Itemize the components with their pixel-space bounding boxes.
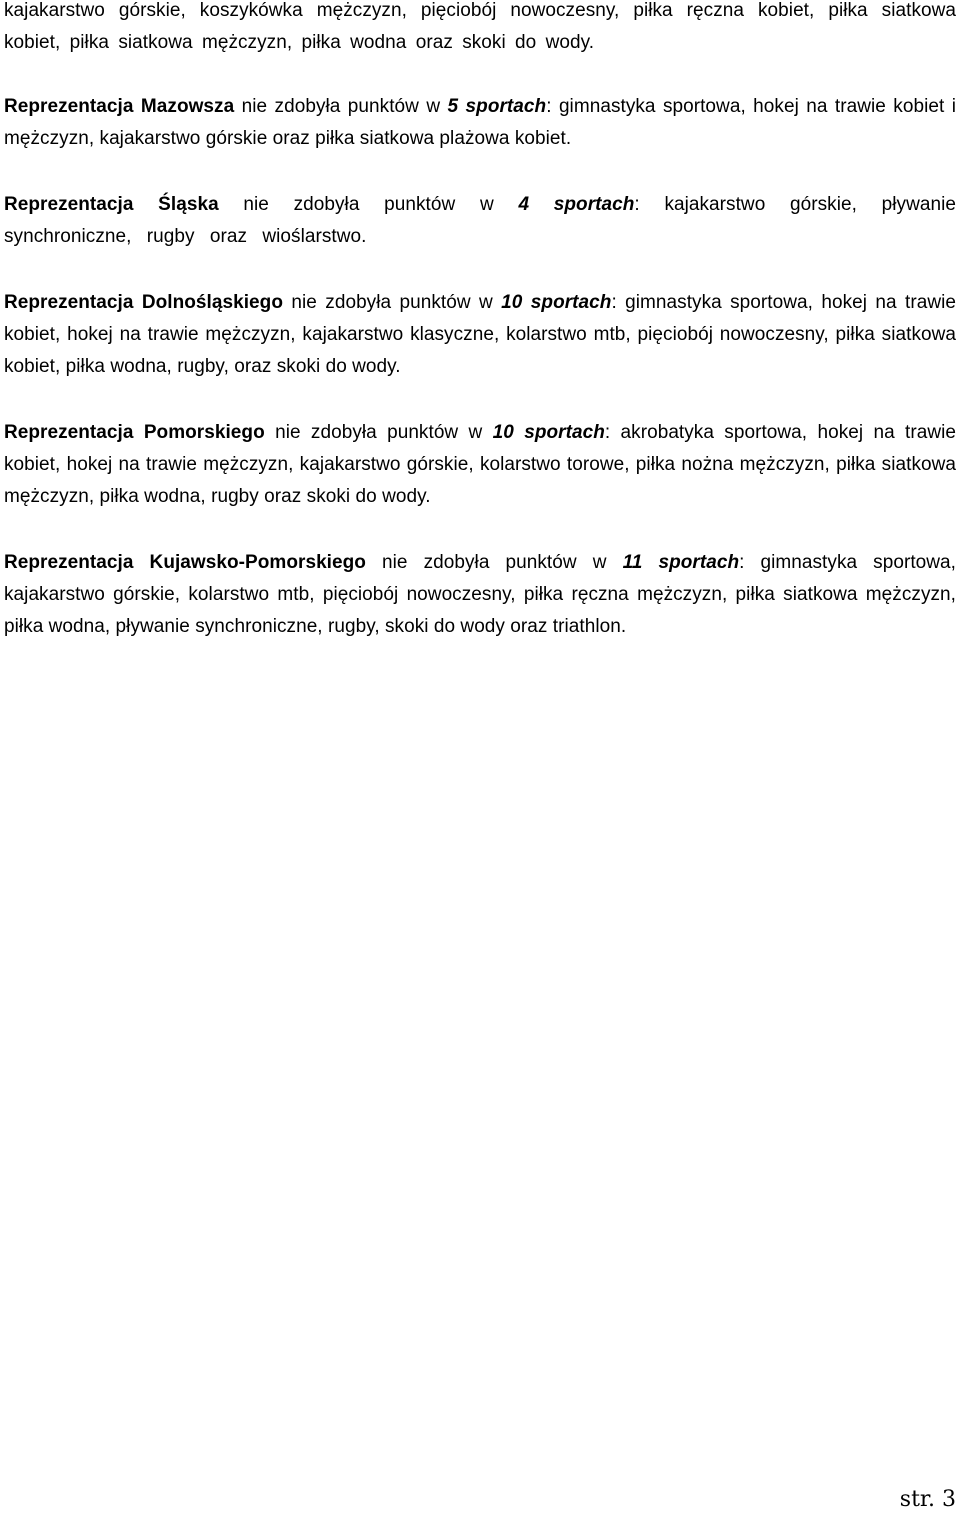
paragraph-pomorskie	[4, 417, 956, 513]
paragraph-kujawsko-pomorskie	[4, 547, 956, 643]
sports-list: : kajakarstwo górskie, pływanie synchroniczne, rugby oraz wioślarstwo.	[4, 194, 956, 247]
region-label: Reprezentacja Kujawsko-Pomorskiego	[4, 552, 366, 573]
sports-list: : gimnastyka sportowa, kajakarstwo górskie, kolarstwo mtb, pięciobój nowoczesny, piłka ręczna mężczyzn, piłka siatkowa mężczyzn, piłka wodna, pływanie synchroniczne, rugby, skoki do wody oraz triathlon.	[4, 552, 956, 637]
sentence-text: nie zdobyła punktów w	[382, 552, 607, 573]
sports-count: 10 sportach	[492, 422, 605, 443]
sentence-text: nie zdobyła punktów w	[275, 422, 483, 443]
sports-count: 10 sportach	[501, 292, 612, 313]
region-label: Reprezentacja Dolnośląskiego	[4, 292, 283, 313]
sports-list: : gimnastyka sportowa, hokej na trawie kobiet, hokej na trawie mężczyzn, kajakarstwo klasyczne, kolarstwo mtb, pięciobój nowoczesny, piłka siatkowa kobiet, piłka wodna, rugby, oraz skoki do wody.	[4, 292, 956, 377]
sports-count: 4 sportach	[518, 194, 635, 215]
paragraph-text: kajakarstwo górskie, koszykówka mężczyzn, pięciobój nowoczesny, piłka ręczna kobiet, piłka siatkowa kobiet, piłka siatkowa mężczyzn, piłka wodna oraz skoki do wody.	[4, 0, 956, 53]
sentence-text: nie zdobyła punktów w	[291, 292, 493, 313]
page-number: str. 3	[899, 1487, 956, 1512]
paragraph-mazowsze	[4, 91, 956, 155]
sports-count: 5 sportach	[447, 96, 547, 117]
sports-list: : akrobatyka sportowa, hokej na trawie kobiet, hokej na trawie mężczyzn, kajakarstwo górskie, kolarstwo torowe, piłka nożna mężczyzn, piłka siatkowa mężczyzn, piłka wodna, rugby oraz skoki do wody.	[4, 422, 957, 507]
sports-list: : gimnastyka sportowa, hokej na trawie kobiet i mężczyzn, kajakarstwo górskie oraz piłka siatkowa plażowa kobiet.	[4, 96, 956, 149]
sentence-text: nie zdobyła punktów w	[241, 96, 441, 117]
region-label: Reprezentacja Pomorskiego	[4, 422, 265, 443]
paragraph-dolnoslaskie	[4, 287, 956, 383]
paragraph-slask	[4, 189, 956, 253]
paragraph-continued-sports-list	[4, 0, 956, 59]
sports-count: 11 sportach	[622, 552, 740, 573]
region-label: Reprezentacja Mazowsza	[4, 96, 235, 117]
sentence-text: nie zdobyła punktów w	[243, 194, 494, 215]
region-label: Reprezentacja Śląska	[4, 194, 219, 215]
